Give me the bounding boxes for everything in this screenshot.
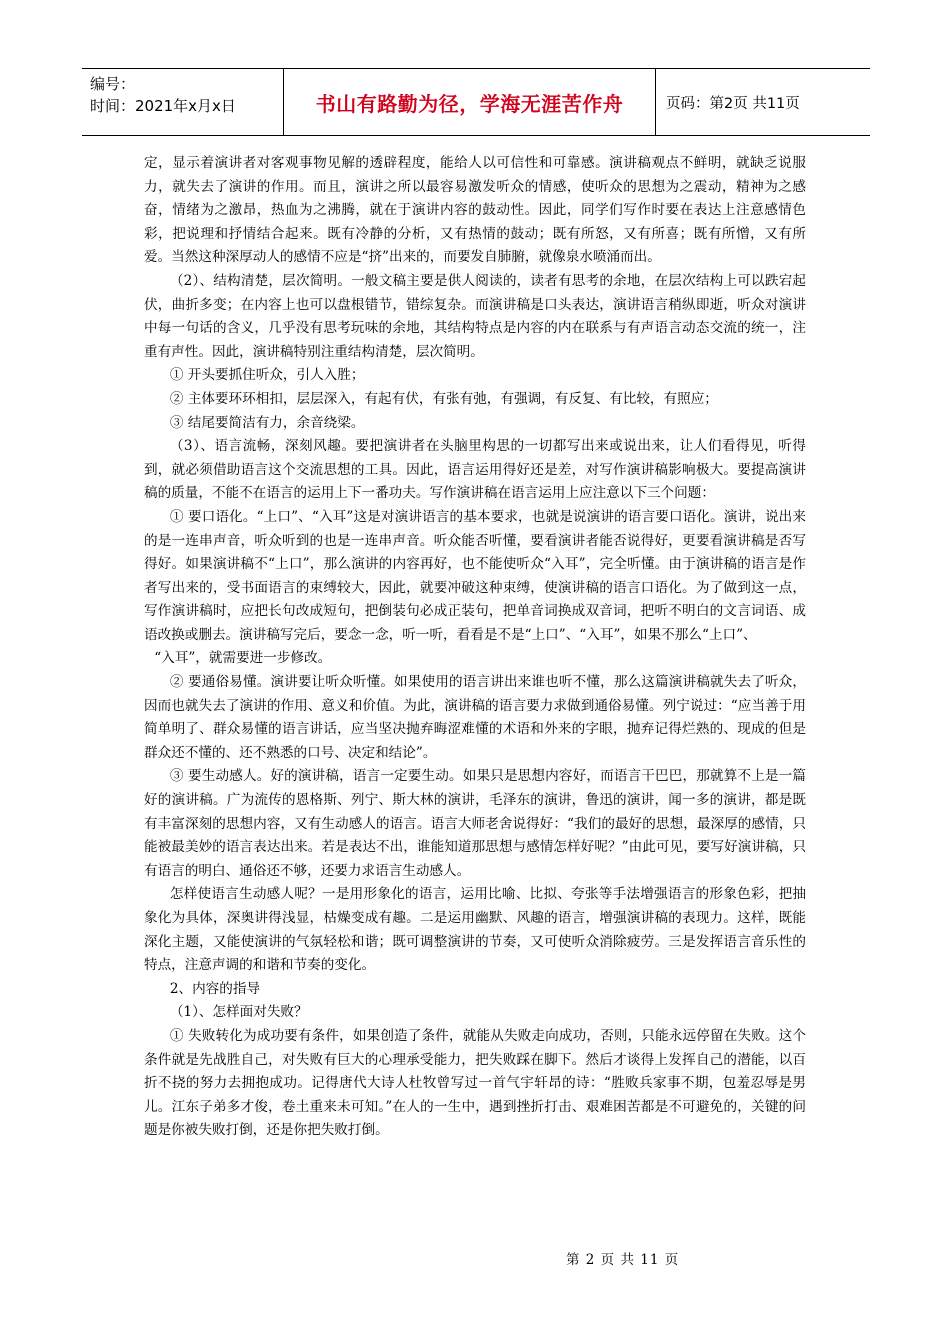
header-page-info: 页码：第2页 共11页 — [666, 95, 800, 112]
subheading-failure: （1）、怎样面对失败？ — [169, 1004, 308, 1021]
paragraph-colloquial-cont: “入耳”，就需要进一步修改。 — [154, 650, 332, 667]
list-item-opening: ① 开头要抓住听众，引人入胜； — [169, 367, 365, 384]
paragraph-vivid: ③ 要生动感人。好的演讲稿，语言一定要生动。如果只是思想内容好，而语言干巴巴，那就算不上是一篇好的演讲稿。广为流传的恩格斯、列宁、斯大林的演讲，毛泽东的演讲，鲁迅的演讲，闻一多的演讲，都是既有丰富深刻的思想内容，又有生动感人的语言。语言大师老舍说得好：“我们的最好的思想，最深厚的感情，只能被最美妙的语言表达出来。若是表达不出，谁能知道那思想与感情怎样好呢？”由此可见，要写好演讲稿，只有语言的明白、通俗还不够，还要力求语言生动感人。 — [144, 768, 806, 879]
paragraph-how-vivid: 怎样使语言生动感人呢？一是用形象化的语言，运用比喻、比拟、夸张等手法增强语言的形象色彩，把抽象化为具体，深奥讲得浅显，枯燥变成有趣。二是运用幽默、风趣的语言，增强演讲稿的表现力。这样，既能深化主题，又能使演讲的气氛轻松和谐；既可调整演讲的节奏，又可使听众消除疲劳。三是发挥语言音乐性的特点，注意声调的和谐和节奏的变化。 — [144, 886, 806, 974]
page-footer: 第 2 页 共 11 页 — [566, 1252, 680, 1268]
document-number-label: 编号： — [90, 75, 136, 93]
page-header — [82, 68, 870, 136]
paragraph-language: （3）、语言流畅，深刻风趣。要把演讲者在头脑里构思的一切都写出来或说出来，让人们看得见，听得到，就必须借助语言这个交流思想的工具。因此，语言运用得好还是差，对写作演讲稿影响极大。要提高演讲稿的质量，不能不在语言的运用上下一番功夫。写作演讲稿在语言运用上应注意以下三个问题： — [144, 438, 806, 502]
paragraph-plain: ② 要通俗易懂。演讲要让听众听懂。如果使用的语言讲出来谁也听不懂，那么这篇演讲稿就失去了听众，因而也就失去了演讲的作用、意义和价值。为此，演讲稿的语言要力求做到通俗易懂。列宁说过：“应当善于用简单明了、群众易懂的语言讲话，应当坚决抛弃晦涩难懂的术语和外来的字眼，抛弃记得烂熟的、现成的但是群众还不懂的、还不熟悉的口号、决定和结论”。 — [144, 674, 806, 761]
paragraph-colloquial: ① 要口语化。“上口”、“入耳”这是对演讲语言的基本要求，也就是说演讲的语言要口语化。演讲，说出来的是一连串声音，听众听到的也是一连串声音。听众能否听懂，要看演讲者能否说得好，更要看演讲稿是否写得好。如果演讲稿不“上口”，那么演讲的内容再好，也不能使听众“入耳”，完全听懂。由于演讲稿的语言是作者写出来的，受书面语言的束缚较大，因此，就要冲破这种束缚，使演讲稿的语言口语化。为了做到这一点，写作演讲稿时，应把长句改成短句，把倒装句必成正装句，把单音词换成双音词，把听不明白的文言词语、成语改换或删去。演讲稿写完后，要念一念，听一听，看看是不是“上口”、“入耳”，如果不那么“上口”、 — [144, 508, 806, 643]
paragraph-structure: （2）、结构清楚，层次简明。一般文稿主要是供人阅读的，读者有思考的余地，在层次结构上可以跌宕起伏，曲折多变；在内容上也可以盘根错节，错综复杂。而演讲稿是口头表达，演讲语言稍纵即逝，听众对演讲中每一句话的含义，几乎没有思考玩味的余地，其结构特点是内容的内在联系与有声语言动态交流的统一，注重有声性。因此，演讲稿特别注重结构清楚，层次简明。 — [144, 272, 806, 360]
section-heading-content: 2、内容的指导 — [169, 980, 261, 997]
header-meta — [82, 69, 284, 135]
header-motto: 书山有路勤为径，学海无涯苦作舟 — [284, 69, 656, 135]
list-item-body: ② 主体要环环相扣，层层深入，有起有伏，有张有弛，有强调，有反复、有比较，有照应； — [169, 390, 718, 407]
list-item-ending: ③ 结尾要简洁有力，余音绕梁。 — [169, 414, 365, 431]
document-date: 时间：2021年x月x日 — [90, 97, 236, 115]
document-body — [144, 152, 806, 1143]
paragraph-continued: 定，显示着演讲者对客观事物见解的透辟程度，能给人以可信性和可靠感。演讲稿观点不鲜明，就缺乏说服力，就失去了演讲的作用。而且，演讲之所以最容易激发听众的情感，使听众的思想为之震动，精神为之感奋，情绪为之激昂，热血为之沸腾，就在于演讲内容的鼓动性。因此，同学们写作时要在表达上注意感情色彩，把说理和抒情结合起来。既有冷静的分析，又有热情的鼓动；既有所怒，又有所喜；既有所憎，又有所爱。当然这种深厚动人的感情不应是“挤”出来的，而要发自肺腑，就像泉水喷涌而出。 — [144, 155, 806, 266]
paragraph-failure: ① 失败转化为成功要有条件，如果创造了条件，就能从失败走向成功，否则，只能永远停留在失败。这个条件就是先战胜自己，对失败有巨大的心理承受能力，把失败踩在脚下。然后才谈得上发挥自己的潜能，以百折不挠的努力去拥抱成功。记得唐代大诗人杜牧曾写过一首气宇轩昂的诗：“胜败兵家事不期，包羞忍辱是男儿。江东子弟多才俊，卷土重来未可知。”在人的一生中，遇到挫折打击、艰难困苦都是不可避免的，关键的问题是你被失败打倒，还是你把失败打倒。 — [144, 1027, 806, 1139]
